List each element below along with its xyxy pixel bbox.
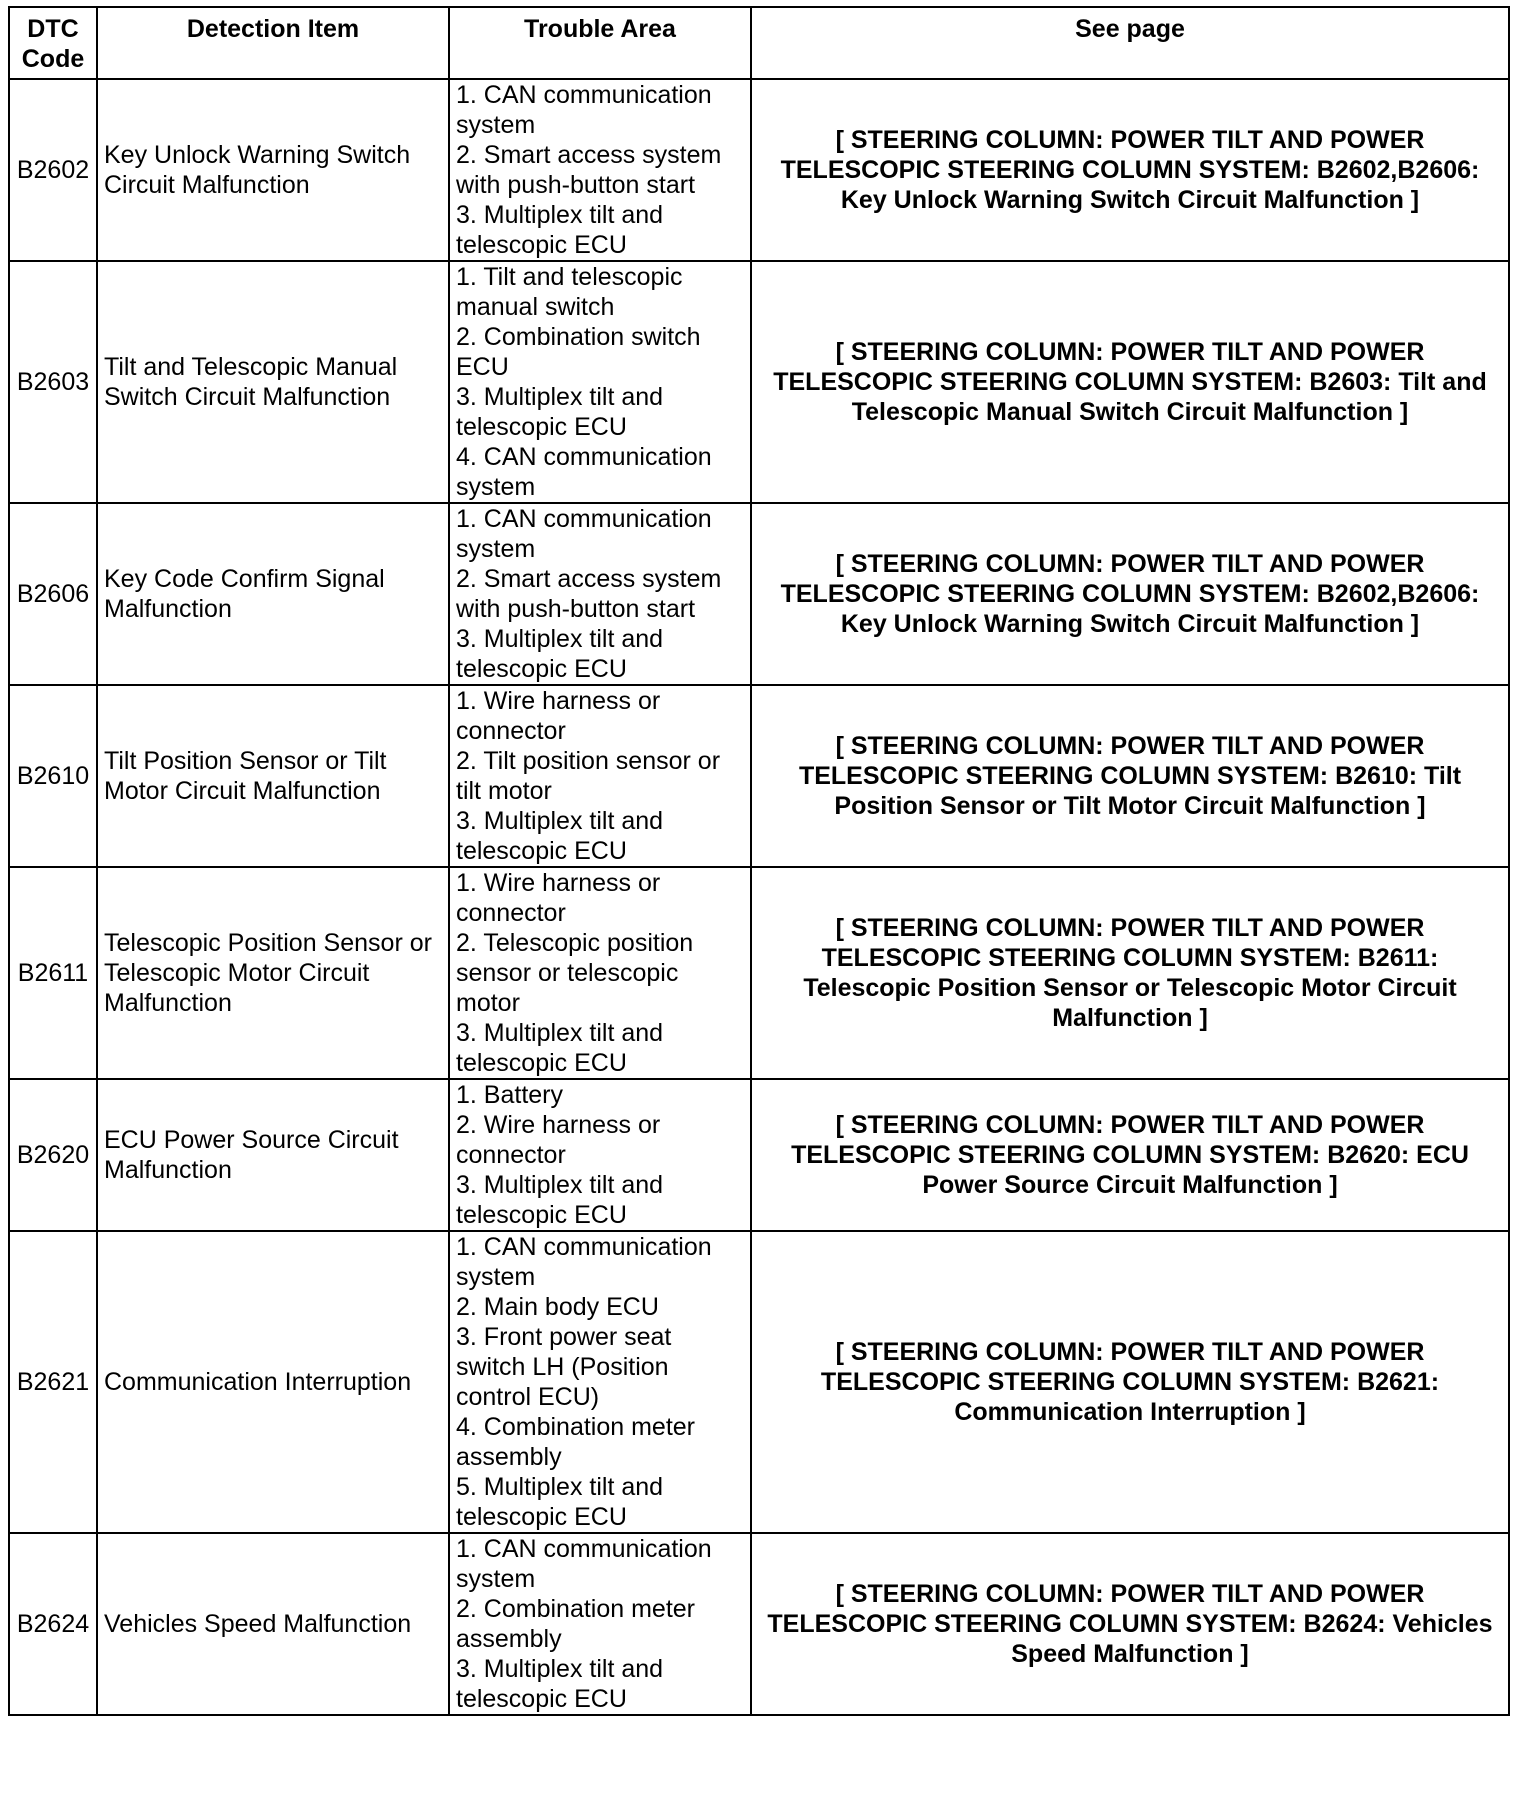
detection-item-cell: Key Unlock Warning Switch Circuit Malfunction [97, 79, 449, 261]
trouble-area-line: 3. Multiplex tilt and telescopic ECU [456, 1171, 664, 1229]
trouble-area-line: 3. Multiplex tilt and telescopic ECU [456, 1019, 664, 1077]
table-row [9, 1231, 1509, 1533]
trouble-area-line: 1. Wire harness or connector [456, 869, 661, 927]
trouble-area-line: 1. CAN communication system [456, 1233, 712, 1291]
trouble-area-cell [449, 867, 751, 1079]
header-detection-item: Detection Item [97, 7, 449, 79]
trouble-area-cell [449, 685, 751, 867]
trouble-area-cell [449, 1533, 751, 1715]
see-page-link[interactable]: [ STEERING COLUMN: POWER TILT AND POWER TELESCOPIC STEERING COLUMN SYSTEM: B2624: Vehicles Speed Malfunction ] [751, 1533, 1509, 1715]
trouble-area-line: 2. Tilt position sensor or tilt motor [456, 747, 721, 805]
dtc-code-cell: B2603 [9, 261, 97, 503]
table-row [9, 685, 1509, 867]
header-dtc-code-line2: Code [21, 45, 85, 73]
trouble-area-line: 1. Battery [456, 1081, 563, 1109]
trouble-area-line: 3. Multiplex tilt and telescopic ECU [456, 807, 664, 865]
trouble-area-line: 1. Tilt and telescopic manual switch [456, 263, 683, 321]
table-row [9, 503, 1509, 685]
trouble-area-line: 1. CAN communication system [456, 81, 712, 139]
trouble-area-line: 2. Smart access system with push-button start [456, 141, 722, 199]
trouble-area-line: 2. Main body ECU [456, 1293, 659, 1321]
table-row [9, 79, 1509, 261]
table-row [9, 1533, 1509, 1715]
trouble-area-line: 2. Combination meter assembly [456, 1595, 696, 1653]
trouble-area-line: 2. Telescopic position sensor or telescopic motor [456, 929, 694, 1017]
trouble-area-line: 4. Combination meter assembly [456, 1413, 696, 1471]
see-page-link[interactable]: [ STEERING COLUMN: POWER TILT AND POWER TELESCOPIC STEERING COLUMN SYSTEM: B2610: Tilt Position Sensor or Tilt Motor Circuit Malfunction ] [751, 685, 1509, 867]
table-row [9, 1079, 1509, 1231]
dtc-code-cell: B2611 [9, 867, 97, 1079]
trouble-area-line: 3. Multiplex tilt and telescopic ECU [456, 1655, 664, 1713]
header-dtc-code [9, 7, 97, 79]
dtc-code-cell: B2620 [9, 1079, 97, 1231]
trouble-area-line: 1. CAN communication system [456, 1535, 712, 1593]
dtc-table [8, 6, 1510, 1716]
see-page-link[interactable]: [ STEERING COLUMN: POWER TILT AND POWER TELESCOPIC STEERING COLUMN SYSTEM: B2603: Tilt and Telescopic Manual Switch Circuit Malfunction ] [751, 261, 1509, 503]
trouble-area-line: 3. Front power seat switch LH (Position control ECU) [456, 1323, 672, 1411]
see-page-link[interactable]: [ STEERING COLUMN: POWER TILT AND POWER TELESCOPIC STEERING COLUMN SYSTEM: B2611: Telescopic Position Sensor or Telescopic Motor Circuit Malfunction ] [751, 867, 1509, 1079]
trouble-area-line: 5. Multiplex tilt and telescopic ECU [456, 1473, 664, 1531]
see-page-link[interactable]: [ STEERING COLUMN: POWER TILT AND POWER TELESCOPIC STEERING COLUMN SYSTEM: B2620: ECU Power Source Circuit Malfunction ] [751, 1079, 1509, 1231]
dtc-code-cell: B2610 [9, 685, 97, 867]
table-row [9, 867, 1509, 1079]
detection-item-cell: Communication Interruption [97, 1231, 449, 1533]
trouble-area-cell [449, 79, 751, 261]
trouble-area-line: 1. Wire harness or connector [456, 687, 661, 745]
header-trouble-area: Trouble Area [449, 7, 751, 79]
trouble-area-line: 3. Multiplex tilt and telescopic ECU [456, 383, 664, 441]
trouble-area-line: 4. CAN communication system [456, 443, 712, 501]
detection-item-cell: Key Code Confirm Signal Malfunction [97, 503, 449, 685]
header-see-page: See page [751, 7, 1509, 79]
detection-item-cell: Tilt Position Sensor or Tilt Motor Circuit Malfunction [97, 685, 449, 867]
header-row [9, 7, 1509, 79]
detection-item-cell: Tilt and Telescopic Manual Switch Circuit Malfunction [97, 261, 449, 503]
trouble-area-cell [449, 503, 751, 685]
table-row [9, 261, 1509, 503]
detection-item-cell: Telescopic Position Sensor or Telescopic Motor Circuit Malfunction [97, 867, 449, 1079]
detection-item-cell: Vehicles Speed Malfunction [97, 1533, 449, 1715]
dtc-code-cell: B2621 [9, 1231, 97, 1533]
trouble-area-line: 1. CAN communication system [456, 505, 712, 563]
trouble-area-line: 2. Combination switch ECU [456, 323, 701, 381]
detection-item-cell: ECU Power Source Circuit Malfunction [97, 1079, 449, 1231]
trouble-area-line: 2. Smart access system with push-button start [456, 565, 722, 623]
trouble-area-line: 2. Wire harness or connector [456, 1111, 661, 1169]
trouble-area-cell [449, 1231, 751, 1533]
trouble-area-cell [449, 261, 751, 503]
header-dtc-code-line1: DTC [27, 15, 79, 43]
dtc-code-cell: B2624 [9, 1533, 97, 1715]
see-page-link[interactable]: [ STEERING COLUMN: POWER TILT AND POWER TELESCOPIC STEERING COLUMN SYSTEM: B2621: Communication Interruption ] [751, 1231, 1509, 1533]
see-page-link[interactable]: [ STEERING COLUMN: POWER TILT AND POWER TELESCOPIC STEERING COLUMN SYSTEM: B2602,B2606: Key Unlock Warning Switch Circuit Malfunction ] [751, 79, 1509, 261]
trouble-area-line: 3. Multiplex tilt and telescopic ECU [456, 625, 664, 683]
see-page-link[interactable]: [ STEERING COLUMN: POWER TILT AND POWER TELESCOPIC STEERING COLUMN SYSTEM: B2602,B2606: Key Unlock Warning Switch Circuit Malfunction ] [751, 503, 1509, 685]
trouble-area-line: 3. Multiplex tilt and telescopic ECU [456, 201, 664, 259]
trouble-area-cell [449, 1079, 751, 1231]
dtc-code-cell: B2602 [9, 79, 97, 261]
dtc-code-cell: B2606 [9, 503, 97, 685]
